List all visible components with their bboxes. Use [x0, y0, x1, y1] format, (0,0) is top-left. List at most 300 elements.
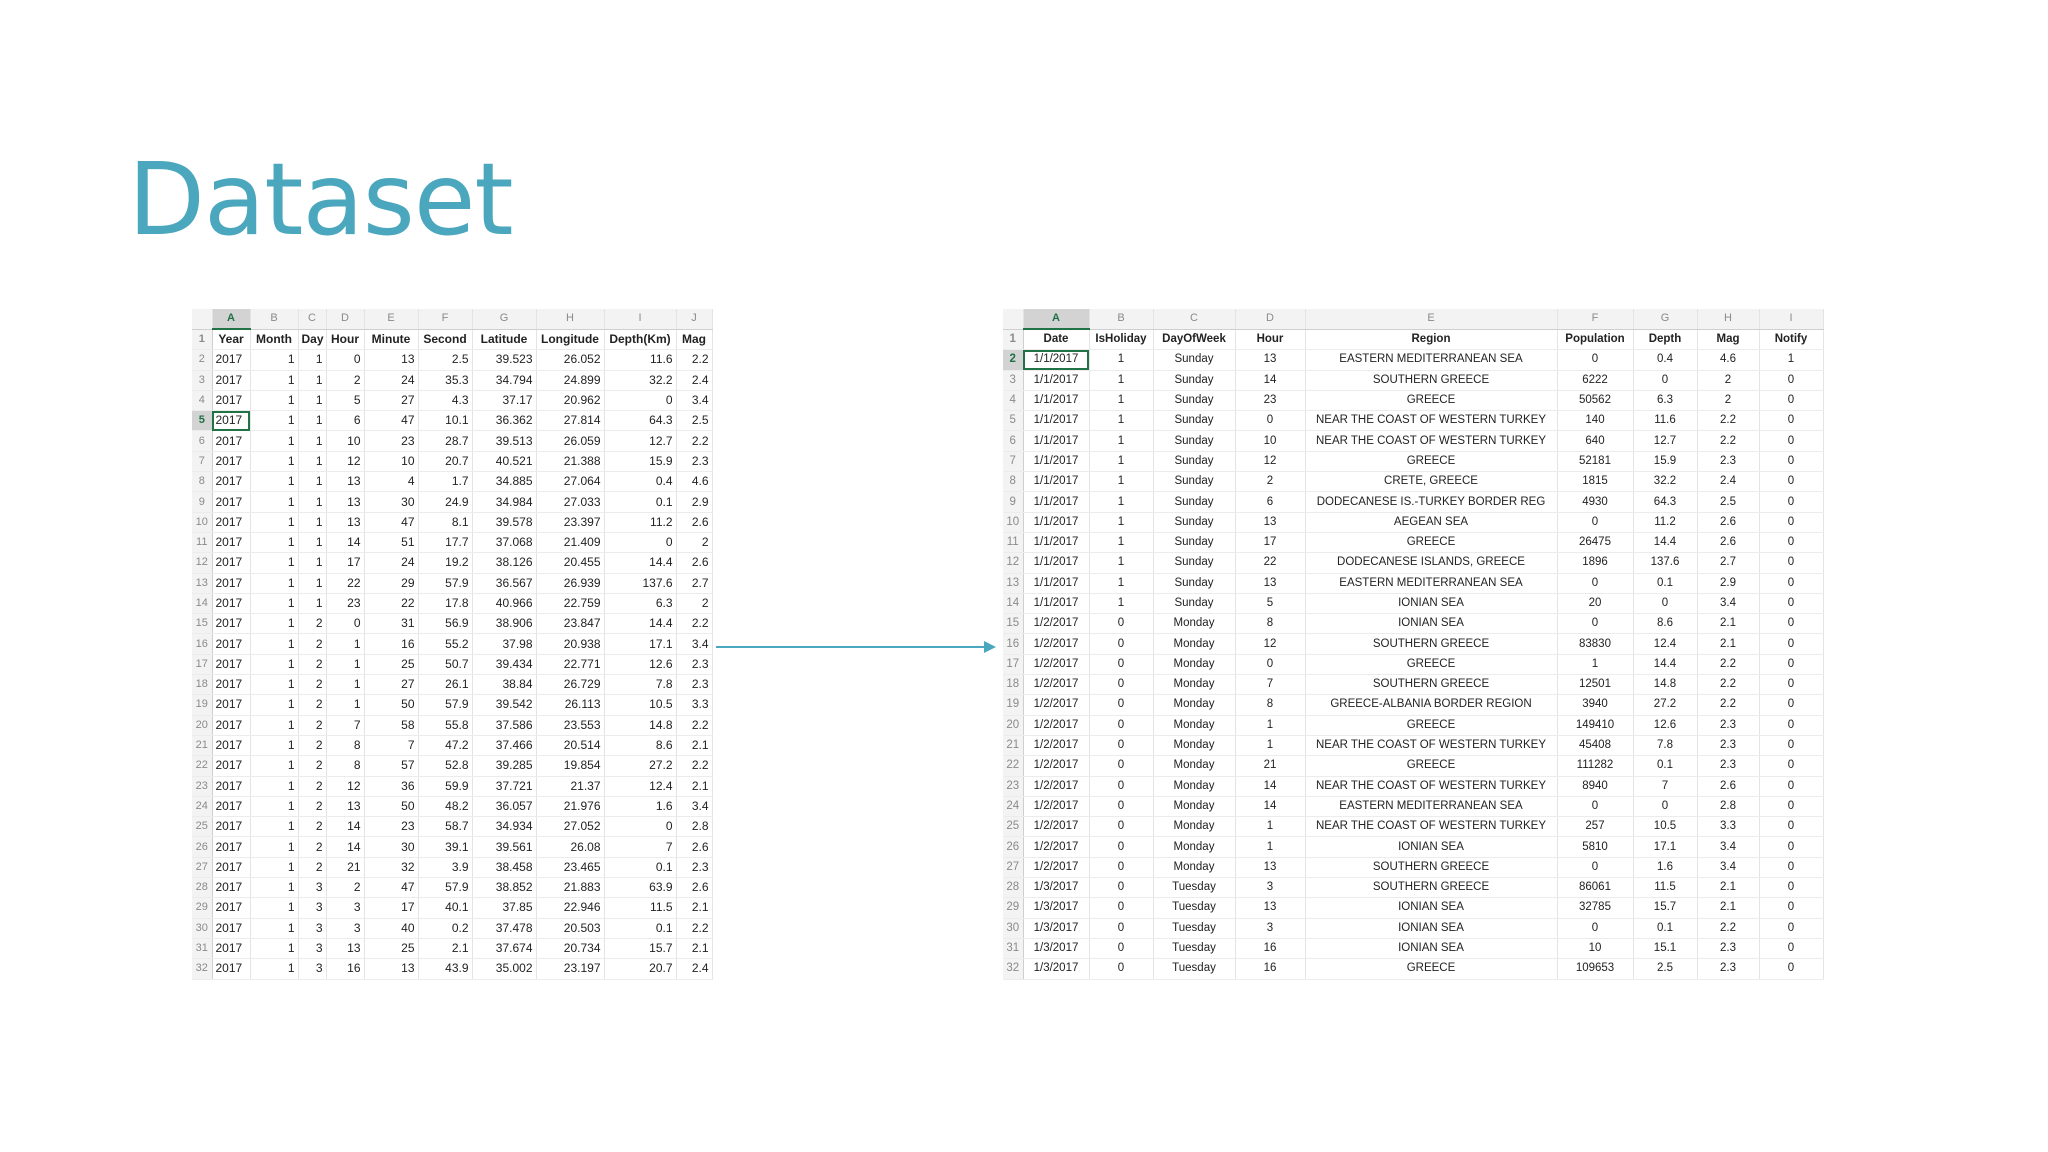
data-cell[interactable]: 2.3: [1697, 735, 1759, 755]
data-cell[interactable]: 2017: [212, 593, 250, 613]
data-cell[interactable]: 57.9: [418, 878, 472, 898]
data-cell[interactable]: 0: [1759, 553, 1823, 573]
row-number[interactable]: 18: [1003, 675, 1023, 695]
data-cell[interactable]: 2.9: [676, 492, 712, 512]
data-cell[interactable]: 10: [326, 431, 364, 451]
data-cell[interactable]: 2: [298, 857, 326, 877]
data-cell[interactable]: 0: [326, 350, 364, 370]
data-cell[interactable]: 24.9: [418, 492, 472, 512]
data-cell[interactable]: 1: [298, 492, 326, 512]
field-name-cell[interactable]: Year: [212, 329, 250, 350]
data-cell[interactable]: 1: [250, 614, 298, 634]
column-header-h[interactable]: H: [536, 309, 604, 329]
data-cell[interactable]: 0.1: [604, 918, 676, 938]
data-cell[interactable]: 1: [250, 898, 298, 918]
data-cell[interactable]: 22: [326, 573, 364, 593]
data-cell[interactable]: 1: [250, 857, 298, 877]
data-cell[interactable]: 37.478: [472, 918, 536, 938]
data-cell[interactable]: 1: [250, 715, 298, 735]
data-cell[interactable]: 1: [250, 837, 298, 857]
data-cell[interactable]: 10.5: [604, 695, 676, 715]
data-cell[interactable]: 1/3/2017: [1023, 938, 1089, 958]
data-cell[interactable]: 3: [1235, 878, 1305, 898]
row-number[interactable]: 7: [192, 451, 212, 471]
data-cell[interactable]: 2.4: [676, 959, 712, 979]
data-cell[interactable]: Sunday: [1153, 472, 1235, 492]
row-number[interactable]: 7: [1003, 451, 1023, 471]
data-cell[interactable]: 16: [326, 959, 364, 979]
row-number[interactable]: 16: [1003, 634, 1023, 654]
data-cell[interactable]: 2.1: [418, 938, 472, 958]
row-number[interactable]: 4: [192, 390, 212, 410]
data-cell[interactable]: 20.503: [536, 918, 604, 938]
data-cell[interactable]: SOUTHERN GREECE: [1305, 370, 1557, 390]
row-number[interactable]: 32: [192, 959, 212, 979]
data-cell[interactable]: NEAR THE COAST OF WESTERN TURKEY: [1305, 411, 1557, 431]
data-cell[interactable]: 0.1: [1633, 918, 1697, 938]
data-cell[interactable]: 1/1/2017: [1023, 411, 1089, 431]
field-name-cell[interactable]: Mag: [1697, 329, 1759, 350]
data-cell[interactable]: 0: [1759, 715, 1823, 735]
data-cell[interactable]: 13: [326, 472, 364, 492]
data-cell[interactable]: 2.4: [1697, 472, 1759, 492]
data-cell[interactable]: 50.7: [418, 654, 472, 674]
data-cell[interactable]: 64.3: [604, 411, 676, 431]
data-cell[interactable]: 13: [364, 959, 418, 979]
data-cell[interactable]: 1/2/2017: [1023, 756, 1089, 776]
data-cell[interactable]: 0: [1089, 817, 1153, 837]
data-cell[interactable]: 10: [1557, 938, 1633, 958]
data-cell[interactable]: 1/2/2017: [1023, 796, 1089, 816]
data-cell[interactable]: 0: [1557, 857, 1633, 877]
data-cell[interactable]: 2017: [212, 634, 250, 654]
data-cell[interactable]: 1: [1089, 532, 1153, 552]
data-cell[interactable]: 20.455: [536, 553, 604, 573]
row-number[interactable]: 22: [1003, 756, 1023, 776]
data-cell[interactable]: 17.7: [418, 532, 472, 552]
data-cell[interactable]: 0: [1633, 370, 1697, 390]
row-number[interactable]: 16: [192, 634, 212, 654]
data-cell[interactable]: 45408: [1557, 735, 1633, 755]
data-cell[interactable]: 0: [1089, 857, 1153, 877]
data-cell[interactable]: 36.362: [472, 411, 536, 431]
row-number[interactable]: 21: [192, 735, 212, 755]
data-cell[interactable]: 0: [1089, 878, 1153, 898]
data-cell[interactable]: 2: [676, 532, 712, 552]
data-cell[interactable]: 37.068: [472, 532, 536, 552]
data-cell[interactable]: 2.2: [676, 756, 712, 776]
data-cell[interactable]: NEAR THE COAST OF WESTERN TURKEY: [1305, 431, 1557, 451]
data-cell[interactable]: 13: [1235, 573, 1305, 593]
data-cell[interactable]: 28.7: [418, 431, 472, 451]
data-cell[interactable]: 2.1: [1697, 878, 1759, 898]
field-name-cell[interactable]: Second: [418, 329, 472, 350]
data-cell[interactable]: 2.1: [1697, 898, 1759, 918]
data-cell[interactable]: 23.465: [536, 857, 604, 877]
data-cell[interactable]: 36: [364, 776, 418, 796]
column-header-i[interactable]: I: [604, 309, 676, 329]
data-cell[interactable]: 86061: [1557, 878, 1633, 898]
data-cell[interactable]: 1: [250, 817, 298, 837]
data-cell[interactable]: 22: [364, 593, 418, 613]
data-cell[interactable]: 26475: [1557, 532, 1633, 552]
data-cell[interactable]: 11.5: [604, 898, 676, 918]
data-cell[interactable]: Tuesday: [1153, 959, 1235, 979]
data-cell[interactable]: 1.6: [1633, 857, 1697, 877]
data-cell[interactable]: 1: [1235, 817, 1305, 837]
data-cell[interactable]: 1: [298, 390, 326, 410]
data-cell[interactable]: 0: [1089, 634, 1153, 654]
data-cell[interactable]: 0: [1633, 593, 1697, 613]
data-cell[interactable]: 1: [1235, 715, 1305, 735]
data-cell[interactable]: SOUTHERN GREECE: [1305, 675, 1557, 695]
data-cell[interactable]: Tuesday: [1153, 898, 1235, 918]
data-cell[interactable]: EASTERN MEDITERRANEAN SEA: [1305, 350, 1557, 370]
data-cell[interactable]: 2017: [212, 898, 250, 918]
data-cell[interactable]: Sunday: [1153, 593, 1235, 613]
data-cell[interactable]: 12: [1235, 634, 1305, 654]
row-number[interactable]: 10: [1003, 512, 1023, 532]
data-cell[interactable]: 6: [326, 411, 364, 431]
data-cell[interactable]: 8: [1235, 614, 1305, 634]
data-cell[interactable]: 3940: [1557, 695, 1633, 715]
row-number[interactable]: 13: [192, 573, 212, 593]
row-number[interactable]: 15: [1003, 614, 1023, 634]
data-cell[interactable]: 2017: [212, 735, 250, 755]
field-name-cell[interactable]: Hour: [326, 329, 364, 350]
data-cell[interactable]: 3.4: [676, 634, 712, 654]
row-number[interactable]: 8: [192, 472, 212, 492]
data-cell[interactable]: 27.064: [536, 472, 604, 492]
data-cell[interactable]: 0: [1235, 654, 1305, 674]
row-number[interactable]: 3: [1003, 370, 1023, 390]
data-cell[interactable]: 34.984: [472, 492, 536, 512]
data-cell[interactable]: 16: [1235, 938, 1305, 958]
data-cell[interactable]: 7.8: [604, 675, 676, 695]
data-cell[interactable]: EASTERN MEDITERRANEAN SEA: [1305, 573, 1557, 593]
data-cell[interactable]: 0: [1557, 350, 1633, 370]
data-cell[interactable]: 11.2: [604, 512, 676, 532]
field-name-cell[interactable]: Depth(Km): [604, 329, 676, 350]
data-cell[interactable]: 1: [250, 472, 298, 492]
data-cell[interactable]: 1: [298, 593, 326, 613]
data-cell[interactable]: 0: [1089, 837, 1153, 857]
data-cell[interactable]: 0: [1759, 532, 1823, 552]
data-cell[interactable]: 2.1: [1697, 614, 1759, 634]
data-cell[interactable]: 1/2/2017: [1023, 715, 1089, 735]
data-cell[interactable]: GREECE: [1305, 390, 1557, 410]
data-cell[interactable]: 2017: [212, 431, 250, 451]
data-cell[interactable]: 1: [298, 532, 326, 552]
data-cell[interactable]: Sunday: [1153, 573, 1235, 593]
data-cell[interactable]: 2017: [212, 878, 250, 898]
data-cell[interactable]: 26.08: [536, 837, 604, 857]
row-number[interactable]: 26: [192, 837, 212, 857]
data-cell[interactable]: 21.976: [536, 796, 604, 816]
data-cell[interactable]: 5: [1235, 593, 1305, 613]
data-cell[interactable]: Tuesday: [1153, 938, 1235, 958]
row-number[interactable]: 31: [192, 938, 212, 958]
data-cell[interactable]: 20.962: [536, 390, 604, 410]
row-number[interactable]: 2: [192, 350, 212, 370]
data-cell[interactable]: 2: [1235, 472, 1305, 492]
data-cell[interactable]: 1/2/2017: [1023, 695, 1089, 715]
row-number[interactable]: 23: [1003, 776, 1023, 796]
row-number[interactable]: 14: [192, 593, 212, 613]
data-cell[interactable]: 0: [1089, 715, 1153, 735]
data-cell[interactable]: 2.2: [676, 431, 712, 451]
data-cell[interactable]: 17.8: [418, 593, 472, 613]
data-cell[interactable]: 3.3: [676, 695, 712, 715]
data-cell[interactable]: 20.7: [418, 451, 472, 471]
row-number[interactable]: 24: [192, 796, 212, 816]
data-cell[interactable]: 0.4: [604, 472, 676, 492]
row-number[interactable]: 31: [1003, 938, 1023, 958]
data-cell[interactable]: 0: [1759, 411, 1823, 431]
data-cell[interactable]: 2: [1697, 390, 1759, 410]
data-cell[interactable]: 35.002: [472, 959, 536, 979]
data-cell[interactable]: 34.934: [472, 817, 536, 837]
column-header-c[interactable]: C: [1153, 309, 1235, 329]
data-cell[interactable]: 1/1/2017: [1023, 573, 1089, 593]
data-cell[interactable]: 14: [326, 817, 364, 837]
data-cell[interactable]: 38.126: [472, 553, 536, 573]
data-cell[interactable]: 19.2: [418, 553, 472, 573]
data-cell[interactable]: 58: [364, 715, 418, 735]
row-number[interactable]: 27: [192, 857, 212, 877]
data-cell[interactable]: 13: [1235, 350, 1305, 370]
data-cell[interactable]: IONIAN SEA: [1305, 837, 1557, 857]
data-cell[interactable]: 13: [364, 350, 418, 370]
data-cell[interactable]: 0.1: [1633, 756, 1697, 776]
data-cell[interactable]: 2.4: [676, 370, 712, 390]
data-cell[interactable]: 1: [250, 878, 298, 898]
data-cell[interactable]: 57: [364, 756, 418, 776]
data-cell[interactable]: 0: [1759, 857, 1823, 877]
data-cell[interactable]: 2.1: [676, 938, 712, 958]
data-cell[interactable]: 2: [298, 817, 326, 837]
data-cell[interactable]: 2017: [212, 715, 250, 735]
data-cell[interactable]: 2017: [212, 532, 250, 552]
row-number[interactable]: 5: [1003, 411, 1023, 431]
data-cell[interactable]: 26.059: [536, 431, 604, 451]
data-cell[interactable]: Monday: [1153, 675, 1235, 695]
data-cell[interactable]: 2017: [212, 817, 250, 837]
data-cell[interactable]: 1/2/2017: [1023, 654, 1089, 674]
row-number[interactable]: 6: [192, 431, 212, 451]
data-cell[interactable]: 2017: [212, 796, 250, 816]
data-cell[interactable]: 56.9: [418, 614, 472, 634]
data-cell[interactable]: 0: [1759, 370, 1823, 390]
data-cell[interactable]: 1: [250, 959, 298, 979]
data-cell[interactable]: 58.7: [418, 817, 472, 837]
row-number[interactable]: 32: [1003, 959, 1023, 979]
data-cell[interactable]: 30: [364, 837, 418, 857]
data-cell[interactable]: 2.3: [1697, 756, 1759, 776]
data-cell[interactable]: 1: [250, 796, 298, 816]
data-cell[interactable]: 8.1: [418, 512, 472, 532]
data-cell[interactable]: 1: [1759, 350, 1823, 370]
column-header-d[interactable]: D: [326, 309, 364, 329]
data-cell[interactable]: 1: [250, 370, 298, 390]
data-cell[interactable]: 0: [1089, 614, 1153, 634]
data-cell[interactable]: 57.9: [418, 573, 472, 593]
data-cell[interactable]: 3: [326, 918, 364, 938]
data-cell[interactable]: 2017: [212, 918, 250, 938]
data-cell[interactable]: 1: [250, 593, 298, 613]
data-cell[interactable]: Sunday: [1153, 411, 1235, 431]
data-cell[interactable]: 12.6: [1633, 715, 1697, 735]
data-cell[interactable]: Monday: [1153, 735, 1235, 755]
data-cell[interactable]: 1/1/2017: [1023, 370, 1089, 390]
row-number[interactable]: 25: [192, 817, 212, 837]
data-cell[interactable]: 22: [1235, 553, 1305, 573]
data-cell[interactable]: 1: [250, 573, 298, 593]
data-cell[interactable]: 1/2/2017: [1023, 735, 1089, 755]
data-cell[interactable]: 0: [1759, 390, 1823, 410]
data-cell[interactable]: 39.285: [472, 756, 536, 776]
data-cell[interactable]: 52181: [1557, 451, 1633, 471]
data-cell[interactable]: 0: [1759, 817, 1823, 837]
data-cell[interactable]: 12.6: [604, 654, 676, 674]
data-cell[interactable]: IONIAN SEA: [1305, 938, 1557, 958]
data-cell[interactable]: 23.397: [536, 512, 604, 532]
data-cell[interactable]: 2.1: [676, 898, 712, 918]
data-cell[interactable]: Sunday: [1153, 390, 1235, 410]
data-cell[interactable]: 1: [250, 512, 298, 532]
data-cell[interactable]: 0: [1557, 512, 1633, 532]
data-cell[interactable]: 10.1: [418, 411, 472, 431]
row-number[interactable]: 19: [1003, 695, 1023, 715]
data-cell[interactable]: 4: [364, 472, 418, 492]
field-name-cell[interactable]: Minute: [364, 329, 418, 350]
data-cell[interactable]: 14: [326, 837, 364, 857]
data-cell[interactable]: 8.6: [604, 735, 676, 755]
data-cell[interactable]: IONIAN SEA: [1305, 614, 1557, 634]
row-number[interactable]: 8: [1003, 472, 1023, 492]
data-cell[interactable]: 63.9: [604, 878, 676, 898]
data-cell[interactable]: 2.2: [676, 614, 712, 634]
row-number[interactable]: 20: [1003, 715, 1023, 735]
data-cell[interactable]: GREECE: [1305, 715, 1557, 735]
field-name-cell[interactable]: Date: [1023, 329, 1089, 350]
data-cell[interactable]: 2017: [212, 553, 250, 573]
data-cell[interactable]: 1: [250, 735, 298, 755]
data-cell[interactable]: 14.8: [1633, 675, 1697, 695]
data-cell[interactable]: Monday: [1153, 756, 1235, 776]
data-cell[interactable]: 1/1/2017: [1023, 472, 1089, 492]
field-name-cell[interactable]: DayOfWeek: [1153, 329, 1235, 350]
data-cell[interactable]: 16: [1235, 959, 1305, 979]
data-cell[interactable]: 39.434: [472, 654, 536, 674]
data-cell[interactable]: 0: [1759, 735, 1823, 755]
data-cell[interactable]: 3: [1235, 918, 1305, 938]
data-cell[interactable]: 32: [364, 857, 418, 877]
data-cell[interactable]: 27.052: [536, 817, 604, 837]
data-cell[interactable]: 59.9: [418, 776, 472, 796]
data-cell[interactable]: Sunday: [1153, 512, 1235, 532]
data-cell[interactable]: 13: [1235, 857, 1305, 877]
data-cell[interactable]: 12.7: [1633, 431, 1697, 451]
row-number[interactable]: 12: [1003, 553, 1023, 573]
data-cell[interactable]: 0: [1089, 695, 1153, 715]
data-cell[interactable]: 22.759: [536, 593, 604, 613]
data-cell[interactable]: 1: [1089, 350, 1153, 370]
data-cell[interactable]: 2.3: [676, 675, 712, 695]
data-cell[interactable]: 1/2/2017: [1023, 817, 1089, 837]
data-cell[interactable]: 20.734: [536, 938, 604, 958]
data-cell[interactable]: 24: [364, 553, 418, 573]
data-cell[interactable]: 25: [364, 654, 418, 674]
data-cell[interactable]: 50: [364, 695, 418, 715]
data-cell[interactable]: 1: [1089, 390, 1153, 410]
data-cell[interactable]: 1: [250, 411, 298, 431]
row-number[interactable]: 9: [1003, 492, 1023, 512]
data-cell[interactable]: 38.84: [472, 675, 536, 695]
data-cell[interactable]: 21.37: [536, 776, 604, 796]
data-cell[interactable]: 39.523: [472, 350, 536, 370]
row-number[interactable]: 13: [1003, 573, 1023, 593]
data-cell[interactable]: 2017: [212, 756, 250, 776]
data-cell[interactable]: 1: [1235, 837, 1305, 857]
data-cell[interactable]: 23.847: [536, 614, 604, 634]
data-cell[interactable]: 0: [1759, 675, 1823, 695]
data-cell[interactable]: 17.1: [604, 634, 676, 654]
data-cell[interactable]: 0.2: [418, 918, 472, 938]
data-cell[interactable]: 13: [1235, 898, 1305, 918]
data-cell[interactable]: SOUTHERN GREECE: [1305, 878, 1557, 898]
data-cell[interactable]: 1: [250, 675, 298, 695]
column-header-a[interactable]: A: [1023, 309, 1089, 329]
data-cell[interactable]: 50: [364, 796, 418, 816]
data-cell[interactable]: Tuesday: [1153, 878, 1235, 898]
data-cell[interactable]: 27.2: [604, 756, 676, 776]
data-cell[interactable]: 38.852: [472, 878, 536, 898]
row-number[interactable]: 15: [192, 614, 212, 634]
data-cell[interactable]: Sunday: [1153, 431, 1235, 451]
row-number[interactable]: 12: [192, 553, 212, 573]
data-cell[interactable]: 2.5: [1697, 492, 1759, 512]
data-cell[interactable]: 0: [1759, 776, 1823, 796]
data-cell[interactable]: 2.2: [676, 350, 712, 370]
data-cell[interactable]: 2017: [212, 776, 250, 796]
data-cell[interactable]: 2.1: [1697, 634, 1759, 654]
data-cell[interactable]: CRETE, GREECE: [1305, 472, 1557, 492]
data-cell[interactable]: 14.8: [604, 715, 676, 735]
data-cell[interactable]: Monday: [1153, 796, 1235, 816]
data-cell[interactable]: 2.2: [1697, 695, 1759, 715]
data-cell[interactable]: 1: [250, 553, 298, 573]
data-cell[interactable]: NEAR THE COAST OF WESTERN TURKEY: [1305, 735, 1557, 755]
data-cell[interactable]: 34.885: [472, 472, 536, 492]
field-name-cell[interactable]: Region: [1305, 329, 1557, 350]
data-cell[interactable]: 0: [1759, 512, 1823, 532]
data-cell[interactable]: 0: [1759, 898, 1823, 918]
data-cell[interactable]: 2: [1697, 370, 1759, 390]
row-number[interactable]: 1: [192, 329, 212, 350]
data-cell[interactable]: 16: [364, 634, 418, 654]
data-cell[interactable]: 26.052: [536, 350, 604, 370]
data-cell[interactable]: 1896: [1557, 553, 1633, 573]
data-cell[interactable]: 22.946: [536, 898, 604, 918]
data-cell[interactable]: 140: [1557, 411, 1633, 431]
data-cell[interactable]: 2.2: [676, 918, 712, 938]
data-cell[interactable]: 0: [1759, 431, 1823, 451]
column-header-g[interactable]: G: [1633, 309, 1697, 329]
data-cell[interactable]: 2.2: [1697, 654, 1759, 674]
data-cell[interactable]: 137.6: [1633, 553, 1697, 573]
data-cell[interactable]: 23: [364, 431, 418, 451]
